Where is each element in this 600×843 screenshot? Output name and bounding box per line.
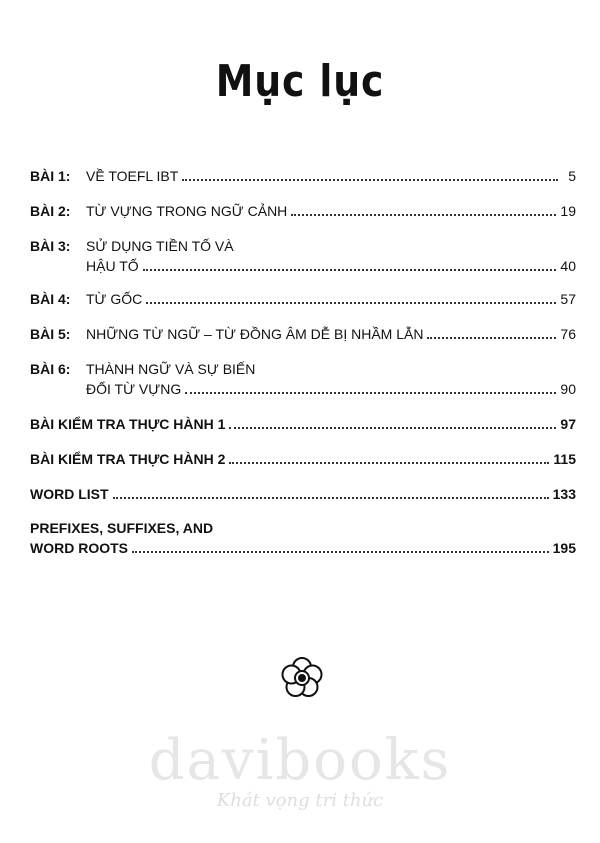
page-number: 40 [560, 258, 576, 274]
entry-title-continued: WORD ROOTS [30, 540, 128, 556]
lesson-number: BÀI 3: [30, 238, 71, 254]
page-number: 5 [568, 168, 576, 184]
entry-title: TỪ VỰNG TRONG NGỮ CẢNH [86, 203, 288, 219]
entry-title: BÀI KIỂM TRA THỰC HÀNH 1 [30, 416, 226, 432]
page-number: 90 [560, 381, 576, 397]
lesson-number: BÀI 6: [30, 361, 71, 377]
lesson-number: BÀI 1: [30, 168, 71, 184]
page-number: 97 [560, 416, 576, 432]
page-number: 19 [560, 203, 576, 219]
watermark-brand: davibooks [148, 728, 452, 793]
entry-title: PREFIXES, SUFFIXES, AND [30, 520, 214, 536]
lesson-number: BÀI 5: [30, 326, 71, 342]
entry-title-continued: ĐỔI TỪ VỰNG [86, 381, 182, 397]
entry-title: THÀNH NGỮ VÀ SỰ BIẾN [86, 361, 256, 377]
watermark-tagline: Khát vọng tri thức [216, 790, 384, 811]
lesson-number: BÀI 4: [30, 291, 71, 307]
entry-title-continued: HẬU TỐ [86, 258, 139, 274]
entry-title: TỪ GỐC [86, 291, 143, 307]
entry-title: VỀ TOEFL IBT [86, 168, 179, 184]
page-number: 115 [553, 451, 576, 467]
entry-title: WORD LIST [30, 486, 109, 502]
page-title: Mục lục [215, 56, 385, 107]
lesson-number: BÀI 2: [30, 203, 71, 219]
page-number: 57 [560, 291, 576, 307]
page-number: 195 [552, 540, 576, 556]
entry-title: BÀI KIỂM TRA THỰC HÀNH 2 [30, 451, 226, 467]
page-number: 133 [552, 486, 576, 502]
page-number: 76 [560, 326, 576, 342]
entry-title: NHỮNG TỪ NGỮ – TỪ ĐỒNG ÂM DỄ BỊ NHẦM LẪN [86, 326, 424, 342]
entry-title: SỬ DỤNG TIỀN TỐ VÀ [86, 238, 234, 254]
